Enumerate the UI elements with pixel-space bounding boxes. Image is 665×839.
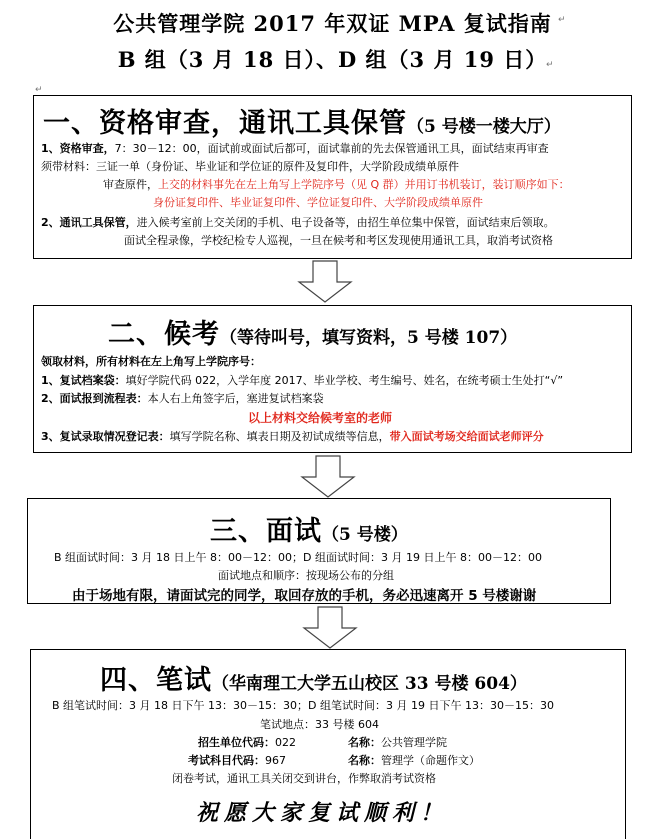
paragraph-mark: ↵ (546, 60, 554, 70)
section-4-name-line: 名称：公共管理学院 (348, 736, 447, 749)
down-arrow-icon (300, 606, 360, 650)
section-2-line-4: 以上材料交给候考室的老师 (248, 411, 393, 425)
section-1-heading (43, 101, 561, 140)
section-2-line-3: 2、面试报到流程表：本人右上角签字后，塞进复试档案袋 (41, 392, 324, 405)
section-2-line-1: 领取材料，所有材料在左上角写上学院序号： (41, 355, 261, 368)
section-1-line-4: 身份证复印件、毕业证复印件、学位证复印件、大学阶段成绩单原件 (153, 196, 483, 209)
paragraph-mark: ↵ (35, 85, 43, 95)
section-4-heading (100, 658, 527, 697)
page-subtitle: B 组（3 月 18 日）、D 组（3 月 19 日） (117, 47, 548, 72)
section-2-heading (108, 312, 517, 351)
section-1-line-2: 须带材料：三证一单（身份证、毕业证和学位证的原件及复印件，大学阶段成绩单原件 (41, 160, 459, 173)
section-4-code-line: 招生单位代码：022 (198, 736, 296, 749)
down-arrow-icon (295, 260, 355, 304)
closing-wish: 祝愿大家复试顺利！ (196, 800, 449, 826)
section-2-title: 二、候考 (108, 319, 220, 350)
paragraph-mark: ↵ (558, 15, 566, 25)
section-4-line-2: 笔试地点：33 号楼 604 (260, 718, 379, 731)
section-4-line-1: B 组笔试时间：3 月 18 日下午 13：30－15：30；D 组笔试时间：3 月 19 日下午 13：30－15：30 (52, 699, 554, 712)
section-3-location: （5 号楼） (322, 525, 408, 545)
section-4-location: （华南理工大学五山校区 33 号楼 604） (212, 674, 527, 694)
section-1-location: （5 号楼一楼大厅） (407, 117, 561, 137)
section-2-line-2: 1、复试档案袋：填好学院代码 022，入学年度 2017、毕业学校、考生编号、姓名，在统考硕士生处打“√” (41, 374, 564, 387)
section-4-line-5: 闭卷考试，通讯工具关闭交到讲台，作弊取消考试资格 (172, 772, 436, 785)
down-arrow-icon (298, 455, 358, 499)
section-3-line-2: 面试地点和顺序：按现场公布的分组 (218, 569, 394, 582)
page-title: 公共管理学院 2017 年双证 MPA 复试指南 (113, 11, 552, 36)
section-4-title: 四、笔试 (100, 665, 212, 696)
section-4-subject-name-line: 名称：管理学（命题作文） (348, 754, 480, 767)
section-2-location: （等待叫号，填写资料，5 号楼 107） (220, 328, 518, 348)
section-3-line-3: 由于场地有限，请面试完的同学，取回存放的手机，务必迅速离开 5 号楼谢谢 (72, 588, 537, 604)
section-1-line-3: 审查原件，上交的材料事先在左上角写上学院序号（见 Q 群）并用订书机装订，装订顺序如下： (103, 178, 570, 191)
section-1-title: 一、资格审查，通讯工具保管 (43, 108, 407, 139)
section-2-line-5: 3、复试录取情况登记表：填写学院名称、填表日期及初试成绩等信息，带入面试考场交给面试老师评分 (41, 430, 544, 443)
section-3-heading (210, 509, 408, 548)
section-3-title: 三、面试 (210, 516, 322, 547)
section-1-line-1: 1、资格审查，7：30－12：00，面试前或面试后都可，面试靠前的先去保管通讯工具，面试结束再审查 (41, 142, 549, 155)
section-1-line-5: 2、通讯工具保管，进入候考室前上交关闭的手机、电子设备等，由招生单位集中保管，面试结束后领取。 (41, 216, 555, 229)
section-4-subject-code-line: 考试科目代码：967 (188, 754, 286, 767)
section-1-line-6: 面试全程录像，学校纪检专人巡视，一旦在候考和考区发现使用通讯工具，取消考试资格 (124, 234, 553, 247)
section-3-line-1: B 组面试时间：3 月 18 日上午 8：00－12：00；D 组面试时间：3 月 19 日上午 8：00－12：00 (54, 551, 542, 564)
